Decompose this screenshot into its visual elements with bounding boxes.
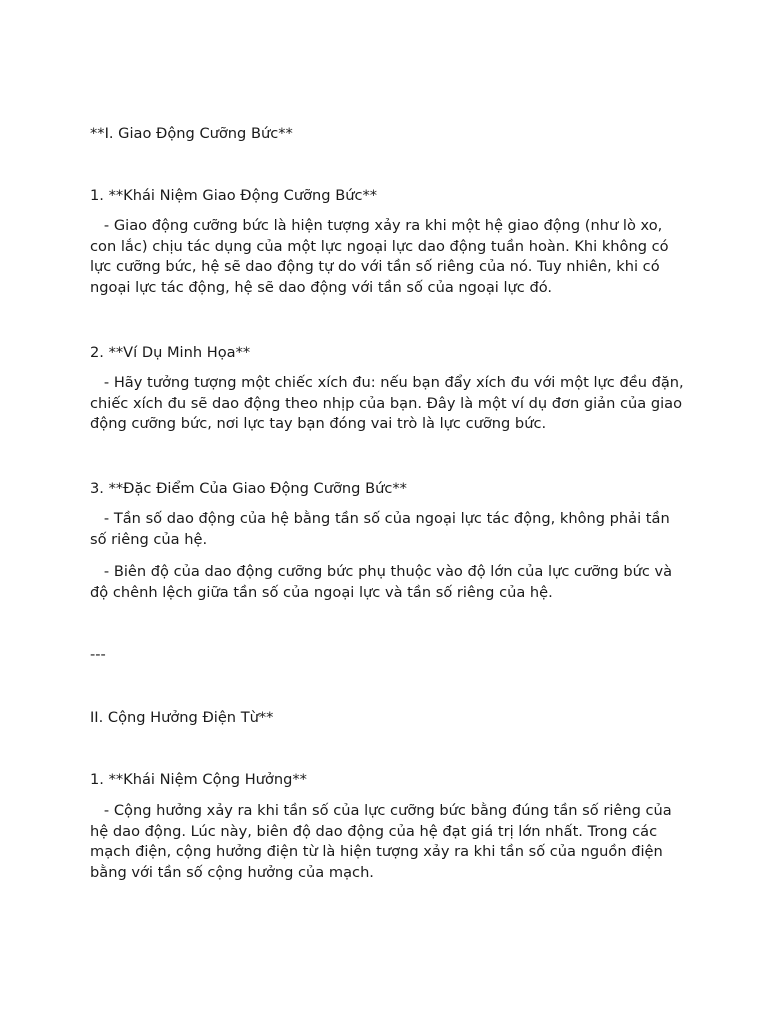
section1-heading: **I. Giao Động Cưỡng Bức** — [90, 125, 293, 142]
section2-heading: II. Cộng Hưởng Điện Từ** — [90, 709, 274, 726]
section1-item3-title: 3. **Đặc Điểm Của Giao Động Cưỡng Bức** — [90, 480, 407, 497]
section2-item1-text: - Cộng hưởng xảy ra khi tần số của lực cưỡng bức bằng đúng tần số riêng của hệ dao động. Lúc này, biên độ dao động của hệ đạt giá trị lớn nhất. Trong các mạch điện, cộng hưởng điện từ là hiện tượng xảy ra khi tần số của nguồn điện bằng với tần số cộng hưởng của mạch. — [90, 802, 677, 881]
section1-item2-title: 2. **Ví Dụ Minh Họa** — [90, 344, 251, 361]
section1-item1-text: - Giao động cưỡng bức là hiện tượng xảy ra khi một hệ giao động (như lò xo, con lắc) chịu tác dụng của một lực ngoại lực dao động tuần hoàn. Khi không có lực cưỡng bức, hệ sẽ dao động tự do với tần số riêng của nó. Tuy nhiên, khi có ngoại lực tác động, hệ sẽ dao động với tần số của ngoại lực đó. — [90, 217, 674, 296]
section1-item2-text: - Hãy tưởng tượng một chiếc xích đu: nếu bạn đẩy xích đu với một lực đều đặn, chiếc xích đu sẽ dao động theo nhịp của bạn. Đây là một ví dụ đơn giản của giao động cưỡng bức, nơi lực tay bạn đóng vai trò là lực cưỡng bức. — [90, 374, 689, 433]
section-separator: --- — [90, 646, 106, 663]
section2-item1-title: 1. **Khái Niệm Cộng Hưởng** — [90, 771, 307, 788]
section1-item3-text2: - Biên độ của dao động cưỡng bức phụ thuộc vào độ lớn của lực cưỡng bức và độ chênh lệch giữa tần số của ngoại lực và tần số riêng của hệ. — [90, 563, 677, 601]
section1-item1-title: 1. **Khái Niệm Giao Động Cưỡng Bức** — [90, 187, 378, 204]
section1-item3-text1: - Tần số dao động của hệ bằng tần số của ngoại lực tác động, không phải tần số riêng của hệ. — [90, 510, 675, 548]
